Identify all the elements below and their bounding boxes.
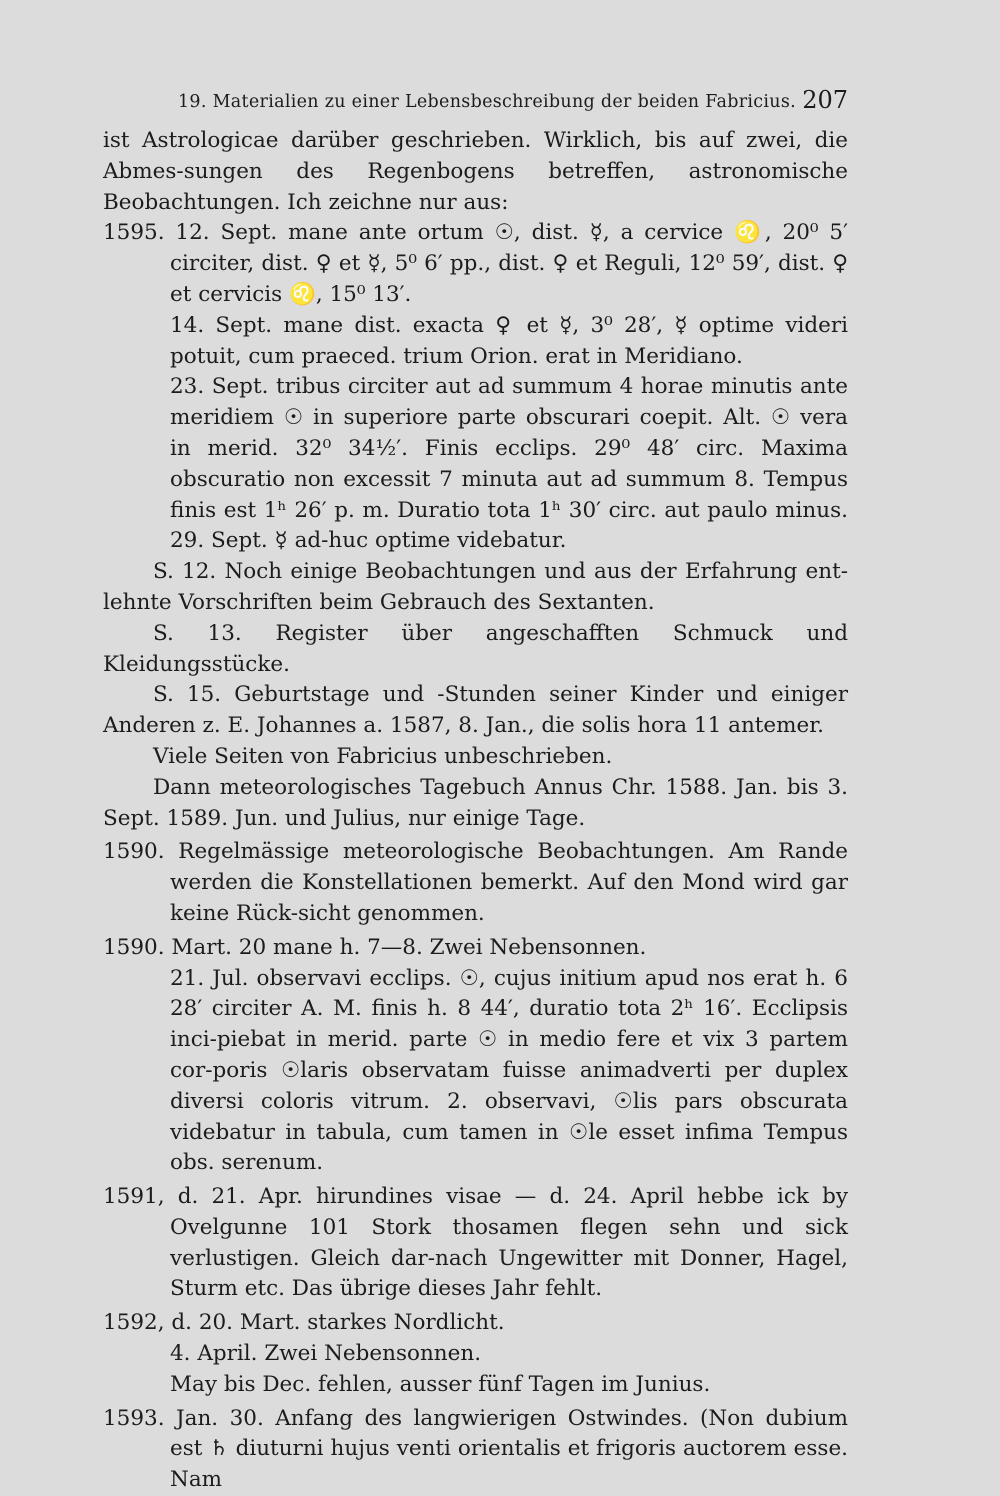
- entry-1590-july: 21. Jul. observavi ecclips. ☉, cujus initium apud nos erat h. 6 28′ circiter A. M. finis h. 8 44′, duratio tota 2ʰ 16′. Ecclipsis inci-piebat in merid. parte ☉ in medio fere et vix 3 partem cor-poris ☉laris observatam fuisse animadverti per duplex diversi coloris vitrum. 2. observavi, ☉lis pars obscurata videbatur in tabula, cum tamen in ☉le esset infima Tempus obs. serenum.: [170, 965, 848, 1176]
- entry-1595-sept-12: 1595. 12. Sept. mane ante ortum ☉, dist. ☿, a cervice ♌, 20⁰ 5′ circiter, dist. ♀ et ☿, 5⁰ 6′ pp., dist. ♀ et Reguli, 12⁰ 59′, dist. ♀ et cervicis ♌, 15⁰ 13′.: [103, 220, 848, 307]
- entry-1592-april: 4. April. Zwei Nebensonnen.: [170, 1341, 482, 1367]
- paragraph-blank-pages: Viele Seiten von Fabricius unbeschrieben.: [153, 743, 613, 769]
- entry-1592-may: May bis Dec. fehlen, ausser fünf Tagen im Junius.: [170, 1371, 711, 1397]
- running-title: 19. Materialien zu einer Lebensbeschreibung der beiden Fabricius.: [178, 92, 797, 112]
- page-header: [178, 86, 848, 120]
- entry-1595-sept-14: 14. Sept. mane dist. exacta ♀ et ☿, 3⁰ 28′, ☿ optime videri potuit, cum praeced. trium Orion. erat in Meridiano.: [170, 312, 848, 369]
- entry-1595-sept-23: 23. Sept. tribus circiter aut ad summum 4 horae minutis ante meridiem ☉ in superiore parte obscurari coepit. Alt. ☉ vera in merid. 32⁰ 34½′. Finis ecclips. 29⁰ 48′ circ. Maxima obscuratio non excessit 7 minuta aut ad summum 8. Tempus finis est 1ʰ 26′ p. m. Duratio tota 1ʰ 30′ circ. aut paulo minus. 29. Sept. ☿ ad-huc optime videbatur.: [170, 374, 848, 554]
- entry-1592: 1592, d. 20. Mart. starkes Nordlicht.: [103, 1310, 505, 1336]
- body-text: [103, 126, 848, 1496]
- paragraph-s15: S. 15. Geburtstage und -Stunden seiner Kinder und einiger Anderen z. E. Johannes a. 1587, 8. Jan., die solis hora 11 antemer.: [103, 682, 848, 739]
- entry-1591: 1591, d. 21. Apr. hirundines visae — d. 24. April hebbe ick by Ovelgunne 101 Stork thosamen flegen sehn und sick verlustigen. Gleich dar-nach Ungewitter mit Donner, Hagel, Sturm etc. Das übrige dieses Jahr fehlt.: [103, 1184, 848, 1302]
- entry-1590-march: 1590. Mart. 20 mane h. 7—8. Zwei Nebensonnen.: [103, 934, 647, 960]
- entry-1590-regular: 1590. Regelmässige meteorologische Beobachtungen. Am Rande werden die Konstellationen bemerkt. Auf den Mond wird gar keine Rück-sicht genommen.: [103, 839, 848, 926]
- paragraph-intro: ist Astrologicae darüber geschrieben. Wirklich, bis auf zwei, die Abmes-sungen des Regenbogens betreffen, astronomische Beobachtungen. Ich zeichne nur aus:: [103, 128, 848, 215]
- page-number: 207: [802, 86, 848, 114]
- paragraph-s13: S. 13. Register über angeschafften Schmuck und Kleidungsstücke.: [103, 620, 848, 677]
- paragraph-s12: S. 12. Noch einige Beobachtungen und aus der Erfahrung ent-lehnte Vorschriften beim Gebrauch des Sextanten.: [103, 559, 848, 615]
- entry-1593: 1593. Jan. 30. Anfang des langwierigen Ostwindes. (Non dubium est ♄ diuturni hujus venti orientalis et frigoris auctorem esse. Nam: [103, 1405, 848, 1493]
- paragraph-diary: Dann meteorologisches Tagebuch Annus Chr. 1588. Jan. bis 3. Sept. 1589. Jun. und Julius, nur einige Tage.: [103, 774, 848, 831]
